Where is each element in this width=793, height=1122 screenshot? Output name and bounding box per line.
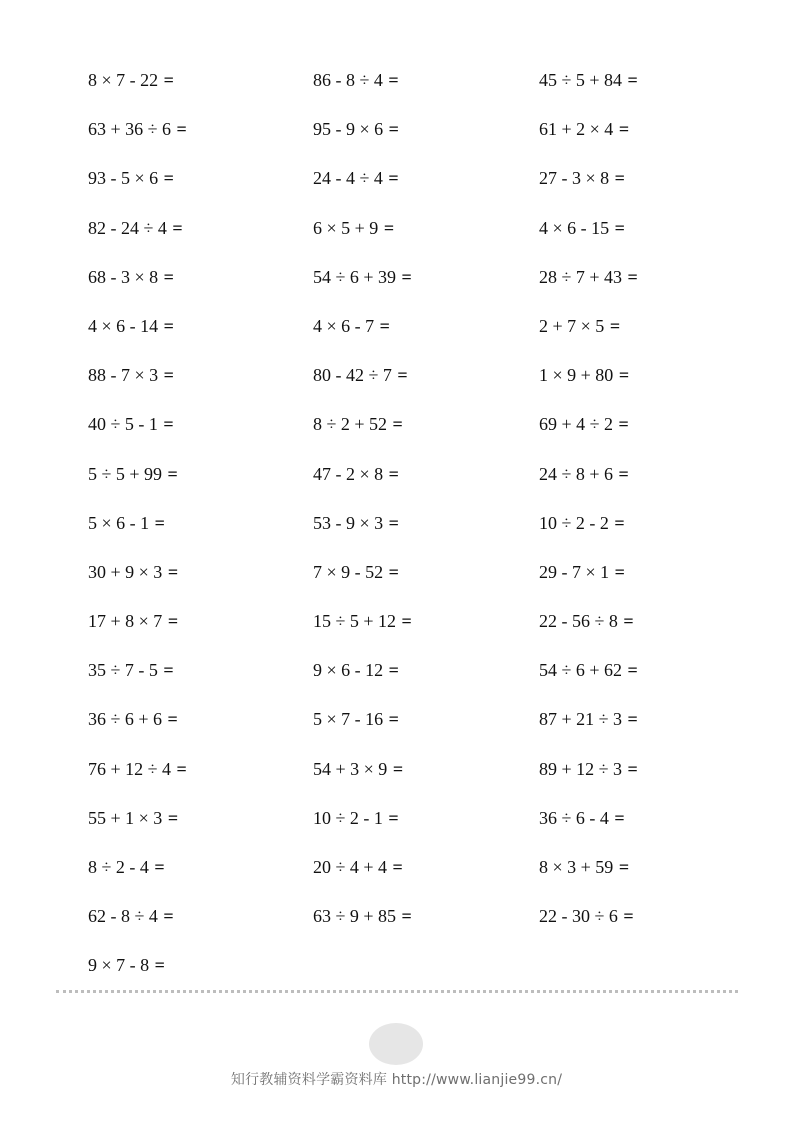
arithmetic-problem [539,164,625,192]
equals-sign: = [609,315,621,336]
equals-sign: = [383,217,395,238]
equals-sign: = [401,611,412,632]
equals-sign: = [167,463,178,484]
equals-sign: = [618,414,629,435]
problem-expression: 63 + 36 ÷ 6 [88,119,172,140]
equals-sign: = [388,119,399,140]
equals-sign: = [614,217,625,238]
equals-sign: = [176,119,187,140]
problem-expression: 15 ÷ 5 + 12 [313,611,397,632]
equals-sign: = [627,709,638,730]
problem-row [88,66,748,115]
arithmetic-problem [539,263,638,291]
arithmetic-problem [88,164,174,192]
problem-expression: 87 + 21 ÷ 3 [539,709,623,730]
problem-expression: 8 × 3 + 59 [539,857,614,877]
problem-expression: 1 × 9 + 80 [539,365,614,386]
problem-expression: 8 × 7 - 22 [88,70,159,90]
problem-expression: 9 × 6 - 12 [313,660,384,681]
problem-row [88,705,748,754]
problem-expression: 8 ÷ 2 - 4 [88,857,149,877]
arithmetic-problem [88,902,174,930]
equals-sign: = [388,561,399,582]
arithmetic-problem [88,755,187,783]
arithmetic-problem [539,755,638,783]
equals-sign: = [163,365,174,386]
arithmetic-problem [313,509,399,537]
problem-expression: 86 - 8 ÷ 4 [313,70,383,90]
equals-sign: = [392,857,403,877]
footer-watermark-text: 知行教辅资料学霸资料库 http://www.lianjie99.cn/ [230,1072,563,1088]
equals-sign: = [167,611,179,632]
problem-expression: 22 - 30 ÷ 6 [539,906,618,927]
arithmetic-problem [313,66,399,94]
equals-sign: = [614,561,625,582]
problem-expression: 20 ÷ 4 + 4 [313,857,388,877]
problem-row [88,361,748,410]
problem-row [88,902,748,951]
problem-expression: 5 × 7 - 16 [313,709,384,730]
arithmetic-problem [88,705,178,733]
problem-expression: 45 ÷ 5 + 84 [539,70,623,90]
arithmetic-problem [313,902,412,930]
problem-expression: 61 + 2 × 4 [539,119,614,140]
equals-sign: = [618,857,630,877]
problem-expression: 24 - 4 ÷ 4 [313,168,383,189]
equals-sign: = [618,119,630,140]
arithmetic-problem [313,263,412,291]
equals-sign: = [163,315,174,336]
arithmetic-problem [539,853,629,881]
equals-sign: = [388,709,399,730]
problem-expression: 4 × 6 - 14 [88,315,159,336]
equals-sign: = [623,906,634,927]
problem-expression: 36 ÷ 6 + 6 [88,709,163,730]
equals-sign: = [627,660,638,681]
arithmetic-problem [313,361,408,389]
problem-expression: 5 × 6 - 1 [88,512,150,533]
equals-sign: = [163,906,174,927]
problem-row [88,214,748,263]
arithmetic-problem [88,115,187,143]
problem-expression: 7 × 9 - 52 [313,561,384,582]
arithmetic-problem [313,164,399,192]
problem-expression: 62 - 8 ÷ 4 [88,906,158,927]
problem-expression: 93 - 5 × 6 [88,168,159,189]
equals-sign: = [627,70,638,90]
equals-sign: = [388,463,399,484]
equals-sign: = [176,758,187,779]
arithmetic-problem [88,656,174,684]
equals-sign: = [614,168,625,189]
arithmetic-problem [88,558,178,586]
arithmetic-problem [313,755,403,783]
problem-expression: 27 - 3 × 8 [539,168,610,189]
problem-expression: 63 ÷ 9 + 85 [313,906,397,927]
equals-sign: = [167,709,178,730]
equals-sign: = [618,463,629,484]
equals-sign: = [392,758,404,779]
arithmetic-problem [539,312,620,340]
equals-sign: = [163,70,174,90]
problem-expression: 2 + 7 × 5 [539,315,605,336]
arithmetic-problem [539,410,629,438]
arithmetic-problem [539,804,625,832]
equals-sign: = [163,266,174,287]
equals-sign: = [618,365,630,386]
arithmetic-problem [539,115,629,143]
equals-sign: = [167,807,179,828]
arithmetic-problem [88,460,178,488]
problem-row [88,558,748,607]
arithmetic-problem [539,558,625,586]
problem-expression: 29 - 7 × 1 [539,561,610,582]
problem-expression: 30 + 9 × 3 [88,561,163,582]
arithmetic-problem [88,853,165,881]
arithmetic-problem [88,607,178,635]
problem-expression: 35 ÷ 7 - 5 [88,660,158,681]
problem-expression: 95 - 9 × 6 [313,119,384,140]
problem-expression: 88 - 7 × 3 [88,365,159,386]
equals-sign: = [388,660,399,681]
problem-expression: 89 + 12 ÷ 3 [539,758,623,779]
equals-sign: = [401,266,412,287]
problem-row [88,804,748,853]
problem-expression: 4 × 6 - 7 [313,315,375,336]
page-number-badge [369,1023,423,1065]
equals-sign: = [627,758,638,779]
arithmetic-problem [539,214,625,242]
arithmetic-problem [88,66,174,94]
problem-expression: 68 - 3 × 8 [88,266,159,287]
problem-row [88,853,748,902]
arithmetic-problem [88,263,174,291]
arithmetic-problem [88,410,174,438]
problem-expression: 47 - 2 × 8 [313,463,384,484]
arithmetic-problem [313,410,403,438]
equals-sign: = [163,168,174,189]
problem-expression: 54 ÷ 6 + 62 [539,660,623,681]
arithmetic-problem [88,951,165,979]
equals-sign: = [172,217,183,238]
arithmetic-problem [313,705,399,733]
problem-row [88,607,748,656]
equals-sign: = [154,955,165,976]
equals-sign: = [388,807,399,828]
arithmetic-problem [539,705,638,733]
problem-expression: 8 ÷ 2 + 52 [313,414,388,435]
problem-row [88,312,748,361]
equals-sign: = [154,857,165,877]
problem-expression: 10 ÷ 2 - 2 [539,512,609,533]
problem-expression: 76 + 12 ÷ 4 [88,758,172,779]
equals-sign: = [397,365,408,386]
arithmetic-problem [313,607,412,635]
arithmetic-problem [88,214,183,242]
arithmetic-problem [313,312,390,340]
problem-row [88,164,748,213]
arithmetic-problem [88,361,174,389]
equals-sign: = [163,660,174,681]
problem-expression: 54 ÷ 6 + 39 [313,266,397,287]
dotted-divider [56,990,738,993]
arithmetic-problem [88,312,174,340]
problem-expression: 6 × 5 + 9 [313,217,379,238]
problem-row [88,951,748,1000]
arithmetic-problem [88,804,178,832]
equals-sign: = [163,414,174,435]
arithmetic-problem [539,460,629,488]
problem-expression: 17 + 8 × 7 [88,611,163,632]
problem-expression: 53 - 9 × 3 [313,512,384,533]
problem-row [88,263,748,312]
equals-sign: = [627,266,638,287]
problem-row [88,509,748,558]
problem-expression: 5 ÷ 5 + 99 [88,463,163,484]
arithmetic-problem [539,509,625,537]
equals-sign: = [614,807,625,828]
equals-sign: = [154,512,165,533]
arithmetic-problem [539,607,634,635]
problem-expression: 54 + 3 × 9 [313,758,388,779]
problem-expression: 80 - 42 ÷ 7 [313,365,392,386]
problem-expression: 69 + 4 ÷ 2 [539,414,614,435]
problem-expression: 22 - 56 ÷ 8 [539,611,618,632]
problem-row [88,656,748,705]
equals-sign: = [388,70,399,90]
problem-expression: 28 ÷ 7 + 43 [539,266,623,287]
arithmetic-problem [88,509,165,537]
problem-expression: 9 × 7 - 8 [88,955,150,976]
problem-row [88,410,748,459]
arithmetic-problem [313,115,399,143]
problem-expression: 10 ÷ 2 - 1 [313,807,383,828]
problem-row [88,115,748,164]
problem-expression: 36 ÷ 6 - 4 [539,807,609,828]
arithmetic-problem [313,558,399,586]
equals-sign: = [614,512,625,533]
arithmetic-problem [313,460,399,488]
equals-sign: = [401,906,412,927]
problem-row [88,460,748,509]
problem-expression: 55 + 1 × 3 [88,807,163,828]
problem-expression: 40 ÷ 5 - 1 [88,414,158,435]
problem-expression: 4 × 6 - 15 [539,217,610,238]
arithmetic-problem [313,853,403,881]
equals-sign: = [388,168,399,189]
problem-expression: 24 ÷ 8 + 6 [539,463,614,484]
arithmetic-problem [313,656,399,684]
problem-expression: 82 - 24 ÷ 4 [88,217,167,238]
equals-sign: = [167,561,179,582]
problem-row [88,755,748,804]
arithmetic-problem [539,656,638,684]
arithmetic-problem [313,804,399,832]
equals-sign: = [392,414,403,435]
arithmetic-worksheet [88,66,748,1001]
equals-sign: = [379,315,390,336]
arithmetic-problem [539,902,634,930]
equals-sign: = [388,512,399,533]
arithmetic-problem [313,214,394,242]
arithmetic-problem [539,361,629,389]
arithmetic-problem [539,66,638,94]
equals-sign: = [623,611,634,632]
